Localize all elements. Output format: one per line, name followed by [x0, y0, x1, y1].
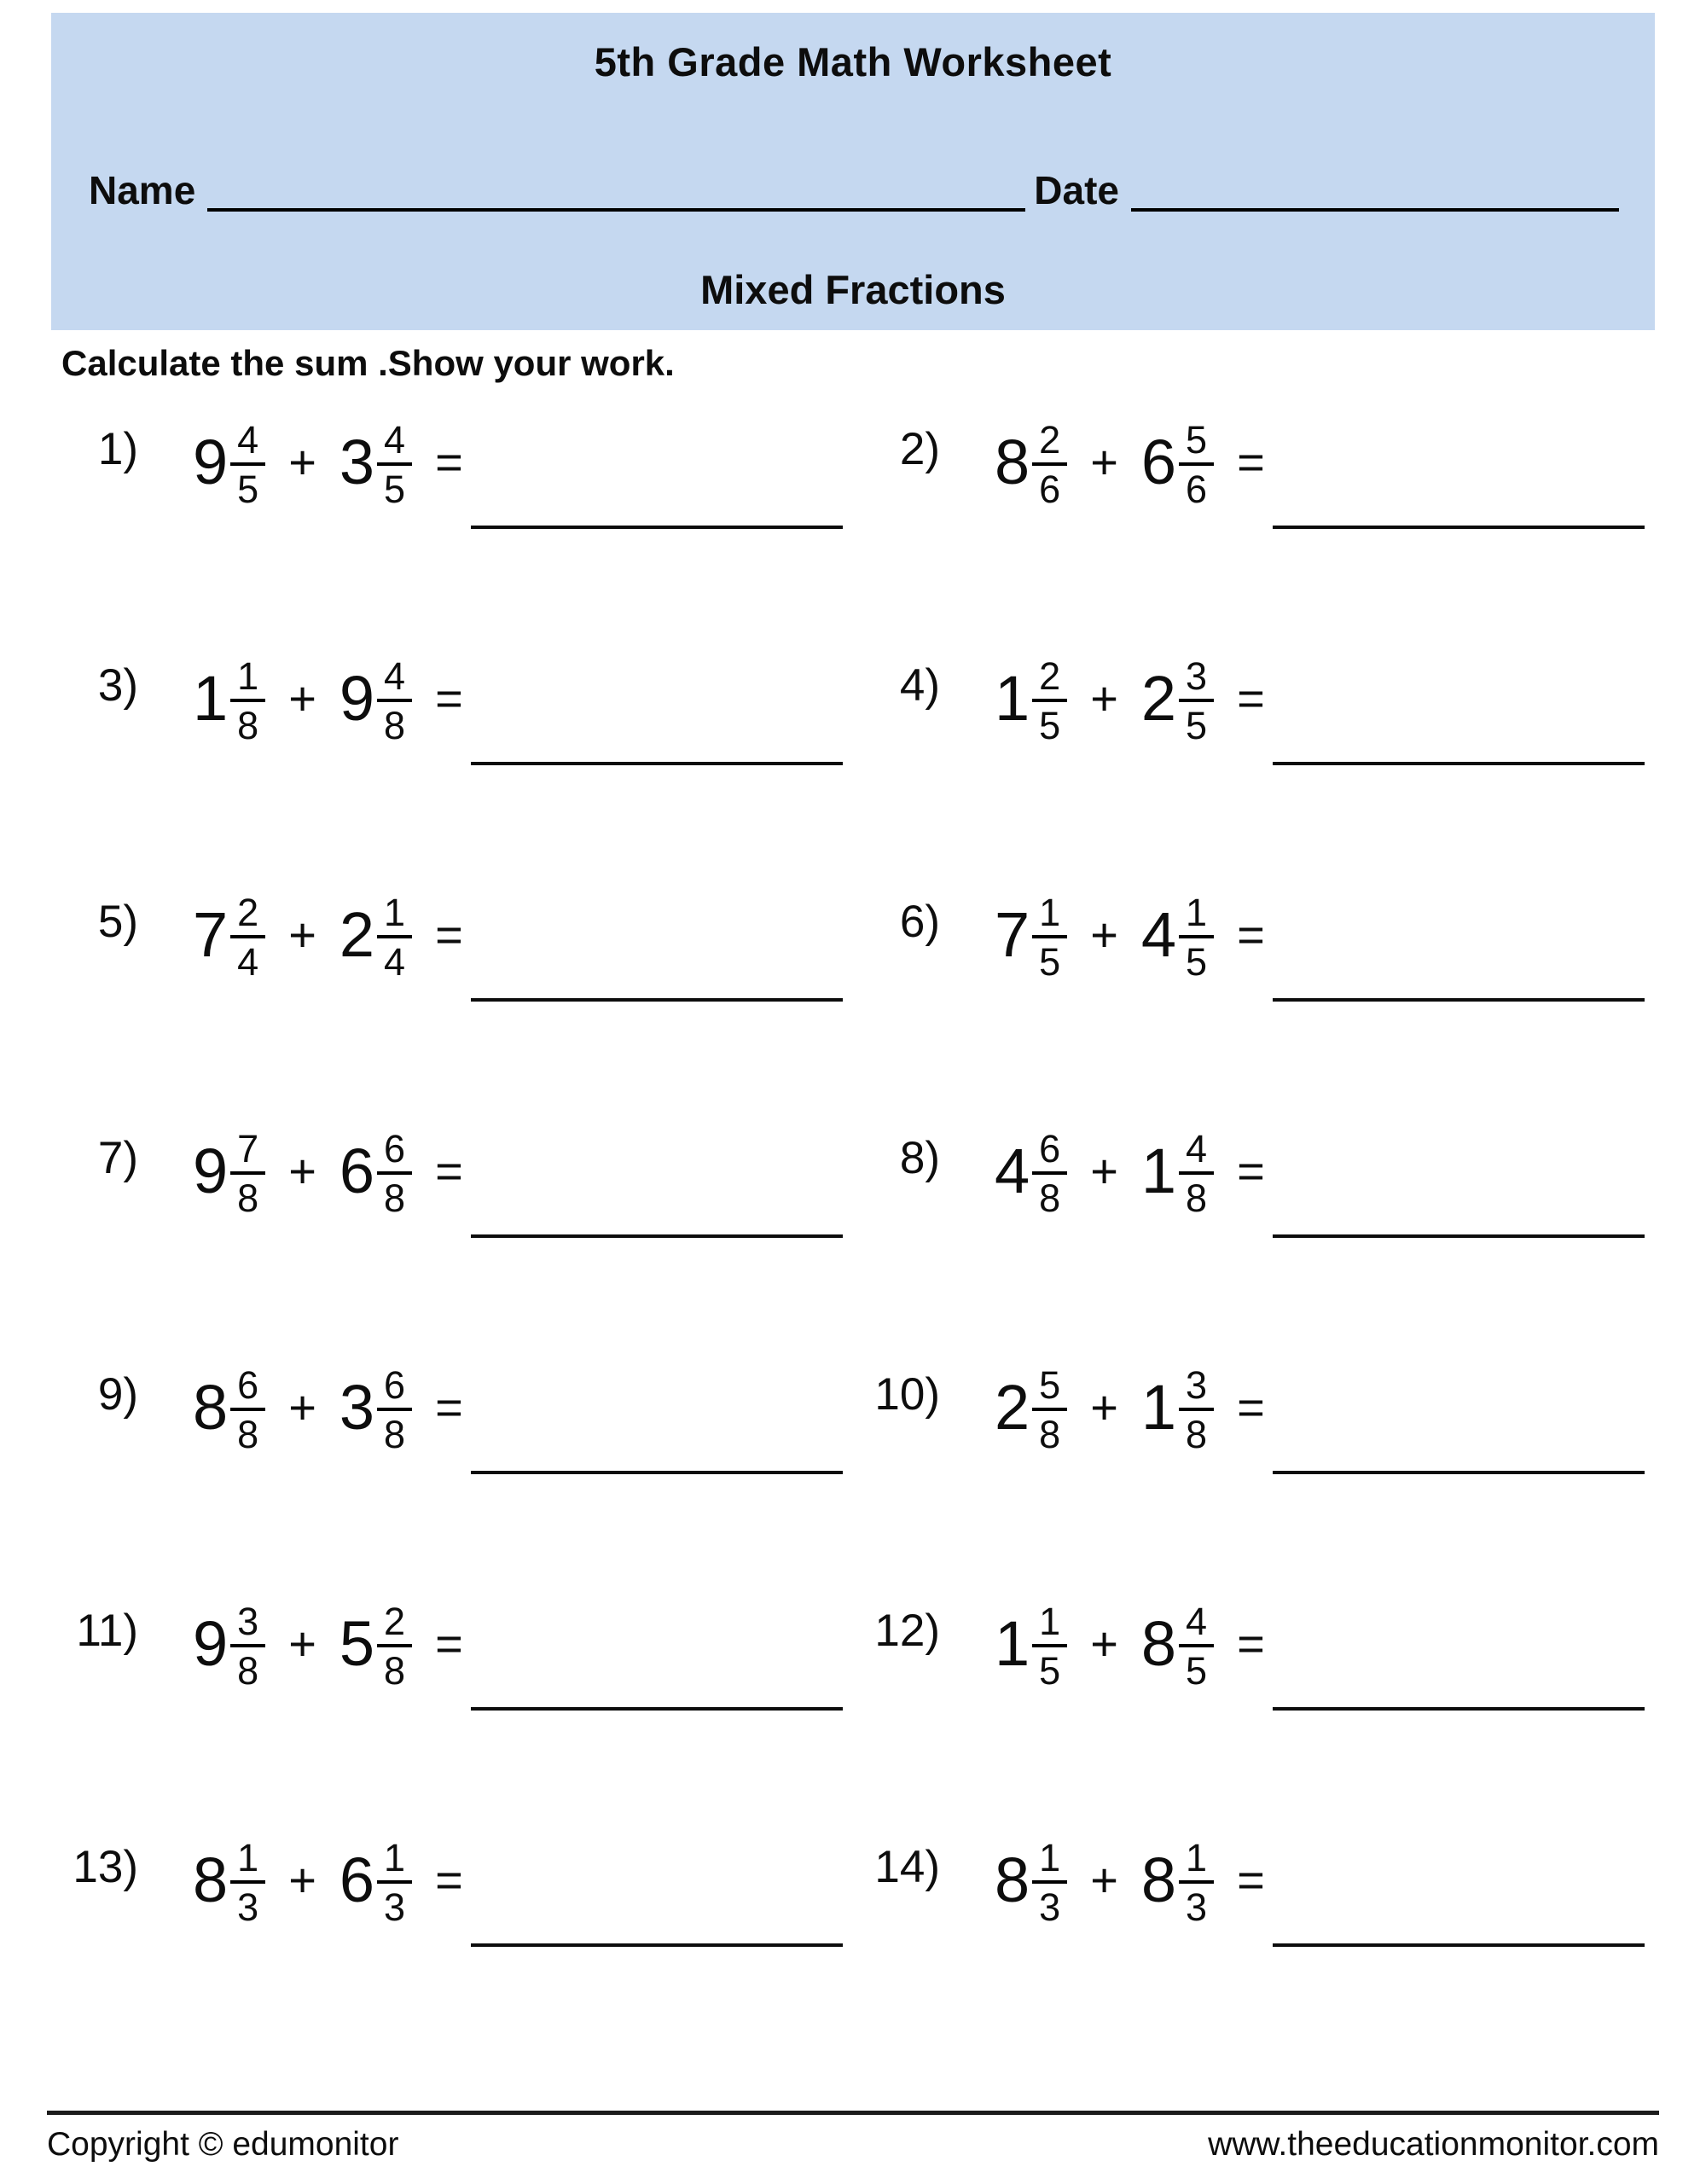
fraction	[1179, 1362, 1214, 1456]
problem-equation	[51, 870, 853, 1000]
mixed-number-second	[339, 653, 412, 747]
denominator: 8	[1186, 1176, 1208, 1220]
answer-blank[interactable]	[1273, 1943, 1645, 1947]
denominator: 5	[1186, 1648, 1208, 1693]
numerator: 1	[1032, 893, 1067, 938]
mixed-number-second	[339, 1835, 412, 1929]
numerator: 4	[1179, 1130, 1214, 1175]
whole-number: 7	[995, 899, 1030, 970]
numerator: 1	[230, 1838, 265, 1884]
fraction	[1179, 1835, 1214, 1929]
answer-blank[interactable]	[1273, 1234, 1645, 1238]
date-label: Date	[1034, 168, 1119, 212]
numerator: 6	[377, 1366, 412, 1411]
plus-sign: +	[1090, 908, 1118, 961]
mixed-number-first	[995, 1599, 1067, 1693]
fraction	[1179, 417, 1214, 511]
fraction	[1179, 653, 1214, 747]
equals-sign: =	[435, 1853, 463, 1907]
answer-blank[interactable]	[1273, 1707, 1645, 1711]
answer-blank[interactable]	[471, 762, 843, 765]
plus-sign: +	[288, 435, 316, 489]
answer-blank[interactable]	[1273, 762, 1645, 765]
fraction	[377, 417, 412, 511]
numerator: 3	[1179, 1366, 1214, 1411]
fraction	[1032, 653, 1067, 747]
denominator: 3	[1039, 1885, 1061, 1929]
fraction	[230, 890, 265, 984]
denominator: 5	[1039, 1648, 1061, 1693]
whole-number: 8	[193, 1372, 229, 1443]
whole-number: 6	[339, 1844, 375, 1915]
mixed-number-second	[339, 1126, 412, 1220]
denominator: 4	[384, 939, 406, 984]
problem-expression	[995, 1126, 1265, 1220]
denominator: 8	[237, 1648, 259, 1693]
problem-expression	[995, 1835, 1265, 1929]
problem	[51, 870, 853, 1107]
numerator: 1	[1179, 893, 1214, 938]
problem-number: 6)	[899, 896, 940, 947]
equals-sign: =	[1237, 1617, 1265, 1670]
numerator: 2	[1032, 421, 1067, 466]
denominator: 8	[384, 1648, 406, 1693]
plus-sign: +	[1090, 435, 1118, 489]
plus-sign: +	[1090, 1617, 1118, 1670]
problem-number: 2)	[899, 423, 940, 474]
problem-equation	[51, 398, 853, 527]
equals-sign: =	[1237, 1853, 1265, 1907]
fraction	[377, 653, 412, 747]
mixed-number-first	[995, 417, 1067, 511]
numerator: 6	[1032, 1130, 1067, 1175]
mixed-number-first	[193, 417, 265, 511]
fraction	[230, 1126, 265, 1220]
whole-number: 2	[995, 1372, 1030, 1443]
worksheet-title: 5th Grade Math Worksheet	[594, 39, 1112, 84]
numerator: 1	[1032, 1602, 1067, 1647]
problem	[51, 1579, 853, 1815]
name-date-row	[89, 167, 1619, 213]
denominator: 3	[237, 1885, 259, 1929]
date-blank[interactable]	[1131, 198, 1619, 212]
equals-sign: =	[435, 435, 463, 489]
whole-number: 3	[339, 427, 375, 497]
problem-equation	[853, 634, 1655, 764]
mixed-number-second	[1140, 417, 1214, 511]
equals-sign: =	[435, 908, 463, 961]
problem-equation	[853, 1343, 1655, 1472]
mixed-number-first	[995, 1835, 1067, 1929]
mixed-number-first	[193, 1835, 265, 1929]
plus-sign: +	[1090, 1853, 1118, 1907]
problem-expression	[995, 890, 1265, 984]
numerator: 5	[1179, 421, 1214, 466]
problem	[853, 634, 1655, 870]
footer	[47, 2126, 1659, 2164]
denominator: 3	[384, 1885, 406, 1929]
problem	[853, 398, 1655, 634]
numerator: 1	[1032, 1838, 1067, 1884]
problem-expression	[995, 1362, 1265, 1456]
numerator: 3	[230, 1602, 265, 1647]
fraction	[377, 1835, 412, 1929]
denominator: 8	[384, 703, 406, 747]
problem-number: 13)	[73, 1841, 138, 1892]
whole-number: 8	[1140, 1608, 1177, 1679]
problem-number: 3)	[97, 659, 138, 711]
header-banner	[51, 13, 1655, 330]
problem-expression	[193, 1362, 463, 1456]
numerator: 3	[1179, 657, 1214, 702]
whole-number: 8	[995, 1844, 1030, 1915]
numerator: 2	[1032, 657, 1067, 702]
problem	[853, 1343, 1655, 1579]
mixed-number-first	[193, 1126, 265, 1220]
whole-number: 9	[193, 1608, 229, 1679]
problem-equation	[51, 1579, 853, 1709]
plus-sign: +	[288, 671, 316, 725]
whole-number: 9	[193, 427, 229, 497]
plus-sign: +	[288, 1144, 316, 1198]
mixed-number-first	[995, 653, 1067, 747]
problem	[853, 1815, 1655, 2052]
equals-sign: =	[1237, 1144, 1265, 1198]
problem-number: 5)	[97, 896, 138, 947]
problem-expression	[193, 653, 463, 747]
fraction	[1032, 1599, 1067, 1693]
numerator: 1	[377, 893, 412, 938]
mixed-number-second	[339, 890, 412, 984]
numerator: 1	[1179, 1838, 1214, 1884]
fraction	[1179, 1599, 1214, 1693]
problem-expression	[995, 653, 1265, 747]
equals-sign: =	[435, 1617, 463, 1670]
whole-number: 8	[193, 1844, 229, 1915]
name-label: Name	[89, 168, 196, 212]
mixed-number-first	[995, 890, 1067, 984]
denominator: 5	[1039, 939, 1061, 984]
problem-expression	[193, 1126, 463, 1220]
denominator: 8	[384, 1176, 406, 1220]
whole-number: 4	[995, 1136, 1030, 1206]
fraction	[1032, 1835, 1067, 1929]
whole-number: 7	[193, 899, 229, 970]
answer-blank[interactable]	[471, 1943, 843, 1947]
denominator: 8	[1039, 1412, 1061, 1456]
fraction	[377, 1599, 412, 1693]
denominator: 8	[1186, 1412, 1208, 1456]
denominator: 4	[237, 939, 259, 984]
footer-website[interactable]: www.theeducationmonitor.com	[1208, 2126, 1659, 2163]
numerator: 4	[377, 657, 412, 702]
problem	[853, 870, 1655, 1107]
problem-equation	[51, 1815, 853, 1945]
whole-number: 9	[339, 663, 375, 734]
worksheet-subtitle: Mixed Fractions	[700, 267, 1006, 312]
equals-sign: =	[1237, 435, 1265, 489]
denominator: 8	[1039, 1176, 1061, 1220]
problem-equation	[853, 1815, 1655, 1945]
numerator: 2	[377, 1602, 412, 1647]
whole-number: 1	[995, 1608, 1030, 1679]
answer-blank[interactable]	[471, 1707, 843, 1711]
plus-sign: +	[288, 908, 316, 961]
problem	[51, 398, 853, 634]
whole-number: 4	[1140, 899, 1177, 970]
fraction	[1032, 417, 1067, 511]
whole-number: 2	[1140, 663, 1177, 734]
whole-number: 5	[339, 1608, 375, 1679]
whole-number: 2	[339, 899, 375, 970]
mixed-number-second	[1140, 1126, 1214, 1220]
problem-equation	[51, 634, 853, 764]
problem	[51, 634, 853, 870]
numerator: 1	[230, 657, 265, 702]
instruction-text: Calculate the sum .Show your work.	[61, 343, 675, 383]
mixed-number-first	[995, 1126, 1067, 1220]
problem-expression	[193, 890, 463, 984]
mixed-number-first	[995, 1362, 1067, 1456]
problem-equation	[853, 1107, 1655, 1236]
fraction	[230, 1835, 265, 1929]
mixed-number-second	[1140, 653, 1214, 747]
plus-sign: +	[1090, 1144, 1118, 1198]
answer-blank[interactable]	[471, 998, 843, 1002]
numerator: 6	[377, 1130, 412, 1175]
whole-number: 9	[193, 1136, 229, 1206]
problem-equation	[51, 1107, 853, 1236]
problem-equation	[853, 398, 1655, 527]
mixed-number-first	[193, 1599, 265, 1693]
numerator: 5	[1032, 1366, 1067, 1411]
denominator: 5	[1039, 703, 1061, 747]
problem-number: 12)	[874, 1605, 940, 1656]
equals-sign: =	[1237, 908, 1265, 961]
numerator: 1	[377, 1838, 412, 1884]
fraction	[1179, 1126, 1214, 1220]
equals-sign: =	[435, 1380, 463, 1434]
mixed-number-second	[1140, 890, 1214, 984]
problem-number: 10)	[874, 1368, 940, 1420]
problems-grid	[51, 398, 1655, 2052]
problem-number: 8)	[899, 1132, 940, 1183]
denominator: 8	[237, 703, 259, 747]
equals-sign: =	[1237, 671, 1265, 725]
denominator: 8	[384, 1412, 406, 1456]
numerator: 2	[230, 893, 265, 938]
problem-expression	[193, 1835, 463, 1929]
problem-equation	[853, 1579, 1655, 1709]
problem-number: 11)	[76, 1605, 138, 1656]
problem-equation	[51, 1343, 853, 1472]
whole-number: 6	[1140, 427, 1177, 497]
problem-expression	[193, 417, 463, 511]
equals-sign: =	[435, 671, 463, 725]
equals-sign: =	[435, 1144, 463, 1198]
mixed-number-second	[1140, 1599, 1214, 1693]
numerator: 4	[1179, 1602, 1214, 1647]
denominator: 6	[1039, 467, 1061, 511]
answer-blank[interactable]	[1273, 1471, 1645, 1474]
problem-expression	[193, 1599, 463, 1693]
whole-number: 8	[1140, 1844, 1177, 1915]
fraction	[1032, 1362, 1067, 1456]
mixed-number-second	[339, 1599, 412, 1693]
whole-number: 1	[1140, 1372, 1177, 1443]
name-blank[interactable]	[207, 198, 1025, 212]
denominator: 5	[1186, 939, 1208, 984]
equals-sign: =	[1237, 1380, 1265, 1434]
mixed-number-second	[339, 417, 412, 511]
numerator: 7	[230, 1130, 265, 1175]
mixed-number-second	[1140, 1835, 1214, 1929]
mixed-number-first	[193, 1362, 265, 1456]
numerator: 4	[230, 421, 265, 466]
answer-blank[interactable]	[471, 1234, 843, 1238]
denominator: 5	[1186, 703, 1208, 747]
problem	[51, 1815, 853, 2052]
mixed-number-second	[1140, 1362, 1214, 1456]
fraction	[1179, 890, 1214, 984]
fraction	[377, 890, 412, 984]
problem	[853, 1107, 1655, 1343]
fraction	[1032, 890, 1067, 984]
fraction	[230, 653, 265, 747]
whole-number: 1	[995, 663, 1030, 734]
whole-number: 1	[193, 663, 229, 734]
problem-expression	[995, 1599, 1265, 1693]
whole-number: 1	[1140, 1136, 1177, 1206]
fraction	[377, 1362, 412, 1456]
problem-number: 1)	[97, 423, 138, 474]
whole-number: 6	[339, 1136, 375, 1206]
problem	[51, 1107, 853, 1343]
problem-number: 7)	[97, 1132, 138, 1183]
footer-copyright: Copyright © edumonitor	[47, 2126, 399, 2163]
footer-divider	[47, 2111, 1659, 2115]
plus-sign: +	[288, 1380, 316, 1434]
answer-blank[interactable]	[1273, 998, 1645, 1002]
fraction	[230, 1362, 265, 1456]
plus-sign: +	[1090, 1380, 1118, 1434]
answer-blank[interactable]	[471, 526, 843, 529]
whole-number: 8	[995, 427, 1030, 497]
denominator: 5	[384, 467, 406, 511]
numerator: 6	[230, 1366, 265, 1411]
whole-number: 3	[339, 1372, 375, 1443]
mixed-number-first	[193, 890, 265, 984]
denominator: 6	[1186, 467, 1208, 511]
answer-blank[interactable]	[1273, 526, 1645, 529]
problem	[51, 1343, 853, 1579]
plus-sign: +	[288, 1617, 316, 1670]
mixed-number-second	[339, 1362, 412, 1456]
fraction	[230, 417, 265, 511]
problem-number: 9)	[97, 1368, 138, 1420]
problem-number: 14)	[874, 1841, 940, 1892]
problem	[853, 1579, 1655, 1815]
plus-sign: +	[288, 1853, 316, 1907]
denominator: 3	[1186, 1885, 1208, 1929]
problem-equation	[853, 870, 1655, 1000]
problem-expression	[995, 417, 1265, 511]
answer-blank[interactable]	[471, 1471, 843, 1474]
mixed-number-first	[193, 653, 265, 747]
denominator: 5	[237, 467, 259, 511]
plus-sign: +	[1090, 671, 1118, 725]
denominator: 8	[237, 1412, 259, 1456]
denominator: 8	[237, 1176, 259, 1220]
numerator: 4	[377, 421, 412, 466]
fraction	[1032, 1126, 1067, 1220]
fraction	[230, 1599, 265, 1693]
problem-number: 4)	[899, 659, 940, 711]
fraction	[377, 1126, 412, 1220]
